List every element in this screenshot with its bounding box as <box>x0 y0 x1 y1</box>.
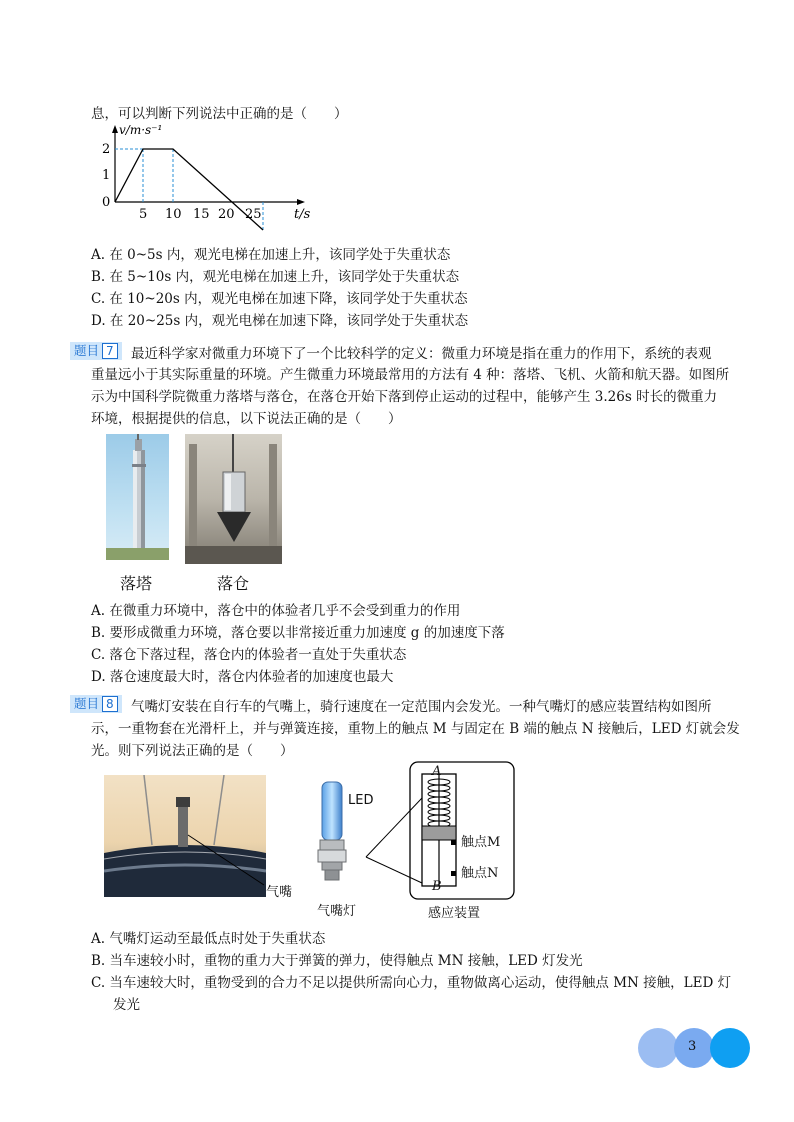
x-tick: 10 <box>165 207 182 222</box>
q8-tag-label: 题目 <box>74 696 100 711</box>
page-number: 3 <box>688 1039 697 1054</box>
q7-option-a[interactable]: A. 在微重力环境中，落仓中的体验者几乎不会受到重力的作用 <box>91 603 461 619</box>
contact-n-label: 触点N <box>461 866 499 881</box>
drop-tower-photo <box>106 434 169 560</box>
q7-option-c[interactable]: C. 落仓下落过程，落仓内的体验者一直处于失重状态 <box>91 647 407 663</box>
y-tick: 0 <box>102 195 111 210</box>
drop-capsule-caption: 落仓 <box>217 574 250 593</box>
q8-number: 8 <box>102 696 118 712</box>
q8-option-c-continued: 发光 <box>113 997 140 1013</box>
q7-stem-line: 最近科学家对微重力环境下了一个比较科学的定义：微重力环境是指在重力的作用下，系统的表观 <box>131 346 712 362</box>
q7-option-d[interactable]: D. 落仓速度最大时，落仓内体验者的加速度也最大 <box>91 669 394 685</box>
q8-stem-line: 气嘴灯安装在自行车的气嘴上，骑行速度在一定范围内会发光。一种气嘴灯的感应装置结构如图所 <box>131 699 712 715</box>
q7-tag-label: 题目 <box>74 343 100 358</box>
q7-number: 7 <box>102 343 118 359</box>
q7-option-b[interactable]: B. 要形成微重力环境，落仓要以非常接近重力加速度 g 的加速度下落 <box>91 625 505 641</box>
q8-option-c[interactable]: C. 当车速较大时，重物受到的合力不足以提供所需向心力，重物做离心运动，使得触点 MN 接触，LED 灯 <box>91 975 732 991</box>
q7-stem-line: 示为中国科学院微重力落塔与落仓，在落仓开始下落到停止运动的过程中，能够产生 3.26s 时长的微重力 <box>91 389 718 405</box>
contact-m-label: 触点M <box>461 835 501 850</box>
x-axis-label: t/s <box>294 207 311 222</box>
q7-stem-line: 重量远小于其实际重量的环境。产生微重力环境最常用的方法有 4 种：落塔、飞机、火箭和航天器。如图所 <box>91 367 730 383</box>
point-b-label: B <box>432 879 442 894</box>
bicycle-valve-photo <box>104 775 266 897</box>
q7-tag <box>70 342 122 360</box>
q8-stem-line: 示，一重物套在光滑杆上，并与弹簧连接，重物上的触点 M 与固定在 B 端的触点 N 接触后，LED 灯就会发 <box>91 721 740 737</box>
x-tick: 20 <box>218 207 235 222</box>
drop-capsule-photo <box>185 434 282 564</box>
q8-tag <box>70 695 122 713</box>
sensing-device-label: 感应装置 <box>428 906 481 921</box>
drop-tower-caption: 落塔 <box>120 574 153 593</box>
page-number-decoration-left <box>638 1028 678 1068</box>
y-tick: 2 <box>102 142 111 157</box>
q6-stem-tail: 息，可以判断下列说法中正确的是（ ） <box>91 106 348 122</box>
y-tick: 1 <box>102 168 111 183</box>
q7-stem-line: 环境，根据提供的信息，以下说法正确的是（ ） <box>91 411 402 427</box>
x-tick: 15 <box>193 207 210 222</box>
x-tick: 25 <box>245 207 262 222</box>
point-a-label: A <box>432 764 442 779</box>
q6-option-d[interactable]: D. 在 20~25s 内，观光电梯在加速下降，该同学处于失重状态 <box>91 313 469 329</box>
q8-stem-line: 光。则下列说法正确的是（ ） <box>91 743 294 759</box>
y-axis-label: v/m·s⁻¹ <box>119 123 163 137</box>
led-label: LED <box>348 793 374 808</box>
q6-option-c[interactable]: C. 在 10~20s 内，观光电梯在加速下降，该同学处于失重状态 <box>91 291 468 307</box>
q6-velocity-time-graph <box>95 122 325 234</box>
valve-lamp-label: 气嘴灯 <box>317 904 357 919</box>
page-number-decoration-right <box>710 1028 750 1068</box>
x-tick: 5 <box>139 207 148 222</box>
q6-option-a[interactable]: A. 在 0~5s 内，观光电梯在加速上升，该同学处于失重状态 <box>91 247 451 263</box>
q8-option-a[interactable]: A. 气嘴灯运动至最低点时处于失重状态 <box>91 931 326 947</box>
q8-option-b[interactable]: B. 当车速较小时，重物的重力大于弹簧的弹力，使得触点 MN 接触，LED 灯发光 <box>91 953 583 969</box>
valve-label: 气嘴 <box>266 885 293 900</box>
q6-option-b[interactable]: B. 在 5~10s 内，观光电梯在加速上升，该同学处于失重状态 <box>91 269 460 285</box>
